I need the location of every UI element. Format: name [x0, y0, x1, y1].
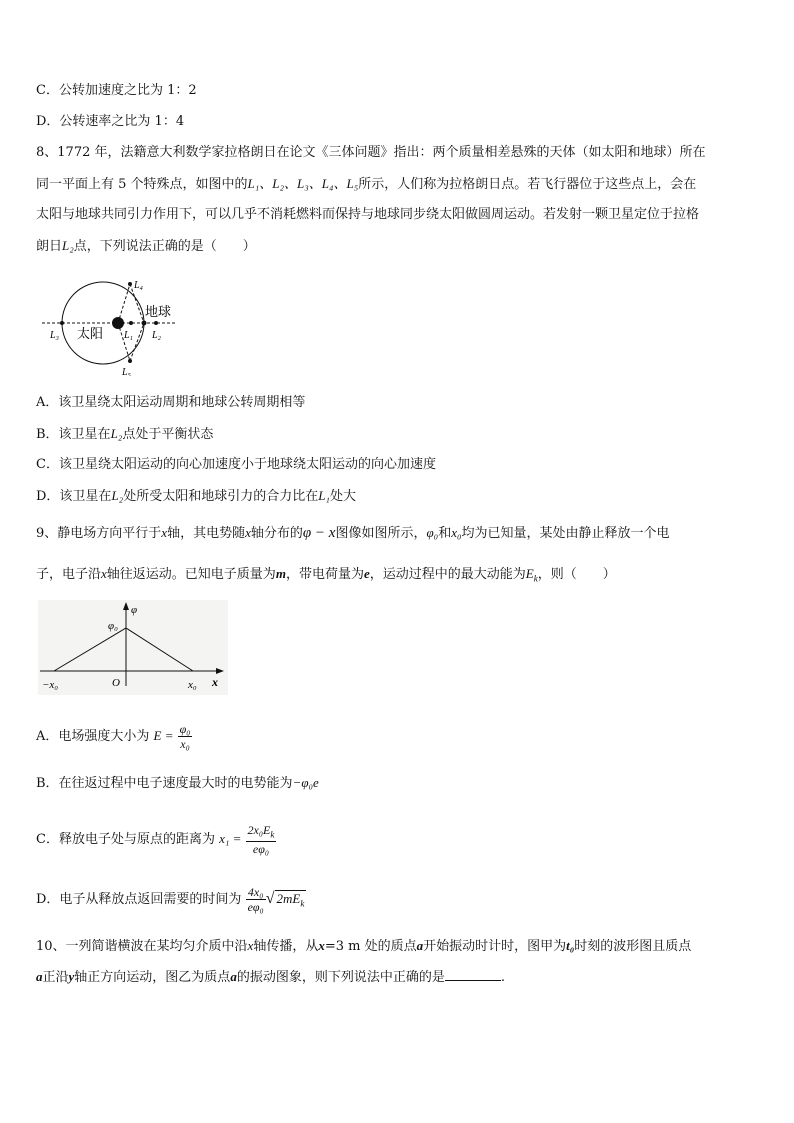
var-y: y [68, 969, 75, 984]
l3-dot [60, 321, 64, 325]
stem-text: 轴分布的 [250, 526, 303, 541]
formula-fraction [246, 823, 277, 856]
stem-text: =3 m 处的质点 [324, 939, 417, 954]
q8-option-c: C．该卫星绕太阳运动的向心加速度小于地球绕太阳运动的向心加速度 [36, 457, 436, 472]
var-a: a [36, 969, 43, 984]
sun-dot [112, 317, 124, 329]
formula-fraction [246, 885, 266, 914]
q8-option-d [36, 487, 356, 506]
q7-option-c: C．公转加速度之比为 1：2 [36, 83, 197, 98]
var-x: x [247, 938, 254, 953]
point-label: L₁ [318, 488, 330, 503]
q8-stem-text: 朗日 [36, 239, 63, 254]
stem-text: 均为已知量，某处由静止释放一个电 [461, 526, 670, 541]
formula-lhs: E = [153, 728, 174, 743]
q8-option-b [36, 425, 213, 444]
var-ek: E [525, 566, 534, 581]
stem-text: 轴正方向运动，图乙为质点 [74, 970, 231, 985]
q8-lagrange-points: L₁、L₂、L₃、L₄、L₅ [247, 176, 359, 191]
radicand-sub: k [300, 898, 305, 909]
q8-stem-line3: 太阳与地球共同引力作用下，可以几乎不消耗燃料而保持与地球同步绕太阳做圆周运动。若发射一颗卫星定位于拉格 [36, 207, 700, 222]
sun-label: 太阳 [77, 326, 104, 341]
q9-option-c [36, 823, 276, 856]
origin-label: O [112, 677, 120, 689]
q8-stem-line1: 8、1772 年，法籍意大利数学家拉格朗日在论文《三体问题》指出：两个质量相差悬殊的天体（如太阳和地球）所在 [36, 145, 706, 160]
q8-stem-text: 点，下列说法正确的是（ ） [73, 239, 256, 254]
q8-stem-line4 [36, 237, 256, 256]
var-x: x [101, 566, 107, 581]
stem-text: 的振动图象，则下列说法中正确的是 [236, 970, 445, 985]
fraction-denominator: x₀ [180, 737, 190, 751]
stem-text: 子，电子沿 [36, 567, 102, 582]
fraction-numerator: φ₀ [179, 722, 191, 736]
stem-text: 9、静电场方向平行于 [36, 526, 162, 541]
l4-line-sun [118, 284, 130, 323]
sqrt-radicand [275, 890, 307, 909]
l4-dot [128, 282, 132, 286]
phi-x-expr: φ − x [302, 525, 336, 541]
l5-dot [128, 359, 132, 363]
point-label: L₂ [110, 426, 123, 441]
formula-lhs: x₁ = [219, 831, 242, 847]
earth-dot [142, 321, 147, 326]
var-e: e [363, 566, 370, 581]
var-a: a [416, 938, 424, 953]
earth-label: 地球 [145, 304, 172, 319]
fraction-denominator: eφ₀ [247, 900, 264, 914]
l2-label: L₂ [152, 330, 162, 341]
stem-text: ，运动过程中的最大动能为 [369, 567, 526, 582]
stem-text: 轴传播，从 [253, 939, 319, 954]
l4-label: L₄ [134, 280, 144, 291]
option-text: D．电子从释放点返回需要的时间为 [36, 892, 242, 907]
phi0-label: φ₀ [108, 620, 118, 632]
formula: −φ₀e [292, 775, 319, 790]
point-label: L₂ [111, 488, 124, 503]
var-ek-sub: k [533, 573, 538, 584]
q7-option-d: D．公转速率之比为 1：4 [36, 114, 185, 129]
fraction-numerator [246, 823, 277, 842]
l3-label: L₃ [50, 330, 60, 341]
l2-dot [154, 321, 158, 325]
potential-graph-figure [38, 600, 228, 695]
var-x: x [161, 525, 168, 540]
stem-text: 图像如图所示， [335, 526, 427, 541]
option-text: D．该卫星在 [36, 489, 112, 504]
stem-text: 开始振动时计时，图甲为 [423, 939, 567, 954]
option-text: C．释放电子处与原点的距离为 [36, 832, 215, 848]
numerator-sub: k [270, 829, 275, 840]
l5-label: L₅ [122, 367, 132, 376]
var-x: x [245, 525, 251, 540]
fraction-denominator: eφ₀ [252, 842, 270, 857]
q9-stem-line2 [36, 565, 616, 588]
q9-stem-line1 [36, 524, 670, 543]
option-text: 处大 [329, 489, 356, 504]
q8-option-a: A．该卫星绕太阳运动周期和地球公转周期相等 [36, 395, 306, 410]
sqrt-icon: √ [265, 890, 275, 907]
neg-x0-label: −x₀ [42, 679, 59, 691]
stem-text: 正沿 [42, 970, 69, 985]
option-text: B．在往返过程中电子速度最大时的电势能为 [36, 776, 293, 791]
lagrange-points-figure [38, 276, 188, 376]
option-text: 点处于平衡状态 [122, 427, 214, 442]
l1-dot [129, 321, 133, 325]
var-m: m [275, 566, 286, 581]
stem-text: 轴，其电势随 [167, 526, 246, 541]
option-text: B．该卫星在 [36, 427, 111, 442]
radicand-main: 2mE [276, 891, 301, 906]
var-x0: x₀ [451, 525, 462, 540]
stem-text: 10、一列简谐横波在某均匀介质中沿 [36, 939, 248, 954]
q9-option-d [36, 885, 306, 914]
q9-option-b [36, 774, 319, 793]
stem-text: ，则（ ） [537, 567, 616, 582]
q8-stem-text: 同一平面上有 5 个特殊点，如图中的 [36, 177, 248, 192]
stem-text: 轴往返运动。已知电子质量为 [106, 567, 276, 582]
formula-fraction [178, 722, 193, 751]
phi-axis-label: φ [131, 604, 138, 616]
var-t0: t₀ [566, 938, 575, 953]
q8-stem-text: 所示，人们称为拉格朗日点。若飞行器位于这些点上，会在 [358, 177, 697, 192]
x0-label: x₀ [188, 679, 197, 691]
q8-point-label: L₂ [62, 238, 74, 253]
x-axis-label: x [212, 675, 218, 689]
q10-stem-line1 [36, 937, 691, 956]
stem-text: ，带电荷量为 [285, 567, 364, 582]
numerator-main: 2x₀E [247, 823, 271, 837]
q8-stem-line2 [36, 175, 696, 194]
fraction-numerator: 4x₀ [246, 885, 266, 900]
var-x: x [318, 938, 325, 953]
l1-label: L₁ [124, 330, 134, 341]
var-phi0: φ₀ [426, 525, 439, 540]
stem-text: 时刻的波形图且质点 [574, 939, 692, 954]
q10-stem-line2 [36, 968, 505, 987]
var-a: a [230, 969, 237, 984]
q9-option-a [36, 722, 192, 751]
option-text: 处所受太阳和地球引力的合力比在 [123, 489, 319, 504]
answer-blank[interactable] [445, 968, 501, 981]
stem-text: . [500, 970, 505, 985]
l5-line-earth [130, 323, 144, 361]
stem-text: 和 [438, 526, 452, 541]
option-text: A．电场强度大小为 [36, 729, 150, 744]
